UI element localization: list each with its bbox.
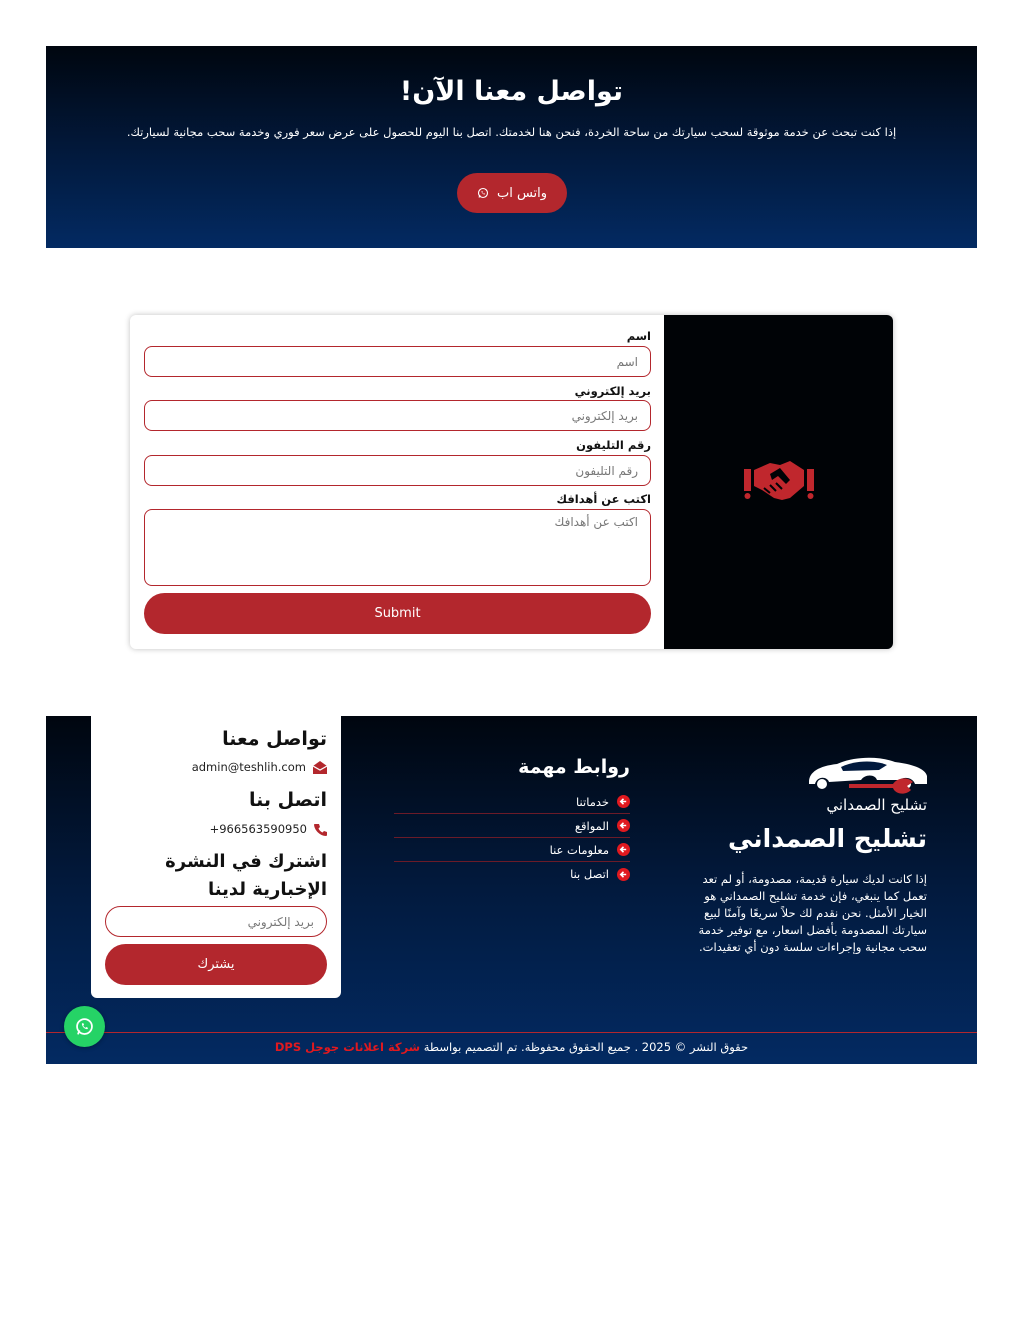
email-input[interactable] — [144, 400, 651, 431]
footer-link-about[interactable] — [394, 838, 630, 862]
newsletter-placeholder: بريد إلكتروني — [247, 914, 314, 929]
goals-label: اكتب عن أهدافك — [556, 492, 651, 506]
card-image-panel — [664, 315, 893, 649]
contact-card — [130, 315, 893, 649]
phone-icon — [314, 823, 327, 836]
copyright — [46, 1040, 977, 1054]
footer — [46, 716, 977, 1064]
brand-logo-text: تشليح الصمداني — [826, 796, 927, 814]
contact-title: تواصل معنا — [222, 728, 327, 750]
brand-description: إذا كانت لديك سيارة قديمة، مصدومة، أو لم تعد تعمل كما ينبغي، فإن خدمة تشليح الصمداني هو الخيار الأمثل. نحن نقدم لك حلاً سريعًا وآمنًا لبيع سيارتك المصدومة بأفضل اسعار، مع توفير خدمة سحب مجانية وإجراءات سلسة دون أي تعقيدات. — [698, 872, 927, 954]
copyright-text: حقوق النشر © 2025 . جميع الحقوق محفوظة. تم التصميم بواسطة — [423, 1040, 749, 1054]
arrow-left-circle-icon — [617, 795, 630, 808]
name-input[interactable] — [144, 346, 651, 377]
call-title: اتصل بنا — [249, 789, 327, 811]
name-label: اسم — [626, 329, 651, 343]
contact-email[interactable]: admin@teshlih.com — [191, 760, 306, 774]
whatsapp-icon — [74, 1016, 95, 1037]
name-placeholder: اسم — [616, 354, 638, 369]
goals-placeholder: اكتب عن أهدافك — [554, 515, 638, 529]
contact-phone[interactable]: +966563590950 — [209, 822, 307, 836]
important-links-list — [394, 790, 630, 886]
contact-panel — [91, 716, 341, 998]
footer-link-label: معلومات عنا — [549, 842, 609, 857]
arrow-left-circle-icon — [617, 843, 630, 856]
cta-banner — [46, 46, 977, 248]
submit-button[interactable]: Submit — [144, 593, 651, 634]
brand-title: تشليح الصمداني — [728, 824, 927, 853]
newsletter-title: اشترك في النشرة الإخبارية لدينا — [165, 851, 327, 900]
copyright-link[interactable]: شركة اعلانات جوجل DPS — [274, 1040, 421, 1054]
whatsapp-icon — [477, 187, 489, 199]
whatsapp-button[interactable] — [457, 173, 567, 213]
phone-row — [210, 822, 327, 836]
phone-placeholder: رقم التليفون — [575, 463, 638, 478]
phone-label: رقم التليفون — [576, 438, 651, 452]
footer-link-label: خدماتنا — [576, 794, 609, 809]
phone-input[interactable] — [144, 455, 651, 486]
handshake-icon — [744, 458, 814, 502]
newsletter-email-input[interactable] — [105, 906, 327, 937]
important-links-title: روابط مهمة — [518, 756, 630, 778]
email-placeholder: بريد إلكتروني — [571, 408, 638, 423]
footer-link-label: المواقع — [574, 818, 609, 833]
subscribe-button[interactable]: يشترك — [105, 944, 327, 985]
footer-link-locations[interactable] — [394, 814, 630, 838]
footer-link-contact[interactable] — [394, 862, 630, 886]
arrow-left-circle-icon — [617, 819, 630, 832]
envelope-open-icon — [313, 761, 327, 774]
arrow-left-circle-icon — [617, 868, 630, 881]
floating-whatsapp-button[interactable] — [64, 1006, 105, 1047]
footer-link-label: اتصل بنا — [570, 867, 609, 881]
cta-text: إذا كنت تبحث عن خدمة موثوقة لسحب سيارتك من ساحة الخردة، فنحن هنا لخدمتك. اتصل بنا اليوم للحصول على عرض سعر فوري وخدمة سحب مجانية لسيارتك. — [126, 125, 897, 139]
whatsapp-button-label: واتس اب — [496, 185, 548, 201]
footer-divider — [46, 1032, 977, 1033]
cta-title: تواصل معنا الآن! — [399, 76, 624, 107]
email-label: بريد إلكتروني — [574, 384, 651, 398]
email-row — [192, 760, 327, 774]
footer-link-services[interactable] — [394, 790, 630, 814]
goals-textarea[interactable] — [144, 509, 651, 586]
